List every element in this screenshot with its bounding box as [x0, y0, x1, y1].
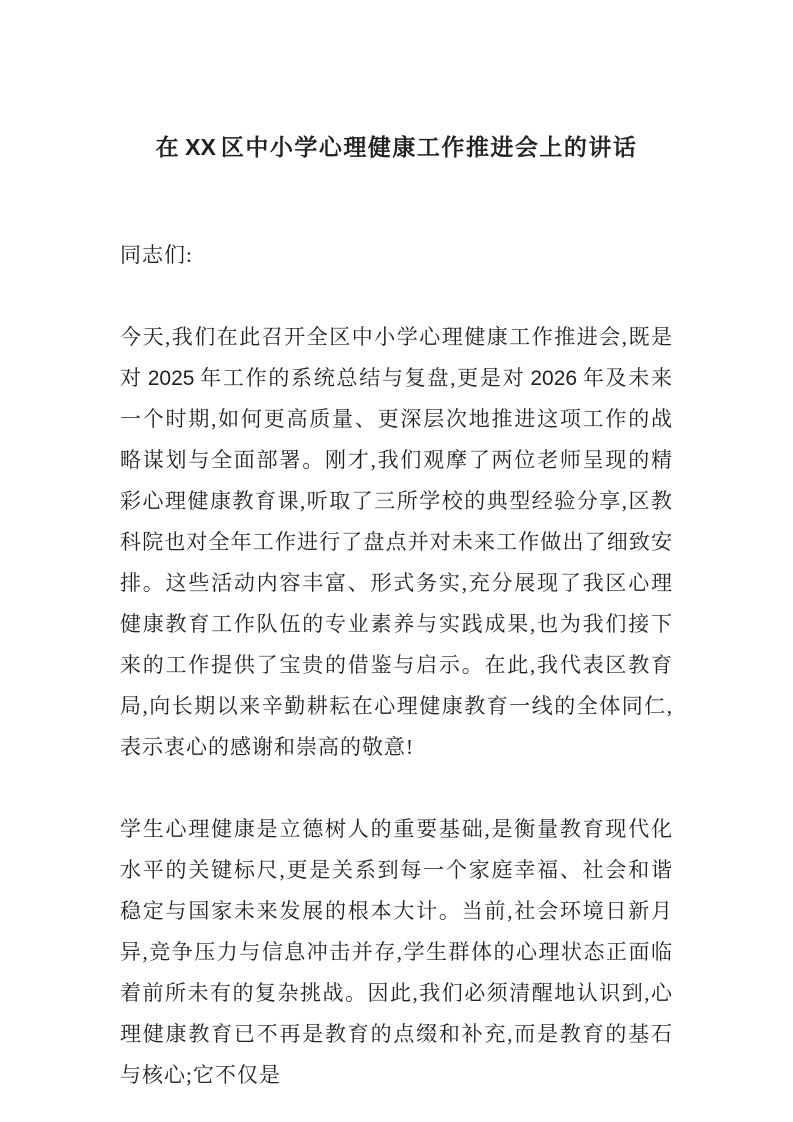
document-title: 在 XX 区中小学心理健康工作推进会上的讲话 [155, 134, 638, 160]
paragraph-1: 今天,我们在此召开全区中小学心理健康工作推进会,既是对 2025 年工作的系统总结与复盘,更是对 2026 年及未来一个时期,如何更高质量、更深层次地推进这项工作的战略谋划与全面部署。刚才,我们观摩了两位老师呈现的精彩心理健康教育课,听取了三所学校的典型经验分享,区教科院也对全年工作进行了盘点并对未来工作做出了细致安排。这些活动内容丰富、形式务实,充分展现了我区心理健康教育工作队伍的专业素养与实践成果,也为我们接下来的工作提供了宝贵的借鉴与启示。在此,我代表区教育局,向长期以来辛勤耕耘在心理健康教育一线的全体同仁,表示衷心的感谢和崇高的敬意! [120, 325, 674, 759]
salutation-text: 同志们: [120, 243, 193, 267]
paragraph-2: 学生心理健康是立德树人的重要基础,是衡量教育现代化水平的关键标尺,更是关系到每一个家庭幸福、社会和谐稳定与国家未来发展的根本大计。当前,社会环境日新月异,竞争压力与信息冲击并存,学生群体的心理状态正面临着前所未有的复杂挑战。因此,我们必须清醒地认识到,心理健康教育已不再是教育的点缀和补充,而是教育的基石与核心;它不仅是 [120, 817, 673, 1087]
